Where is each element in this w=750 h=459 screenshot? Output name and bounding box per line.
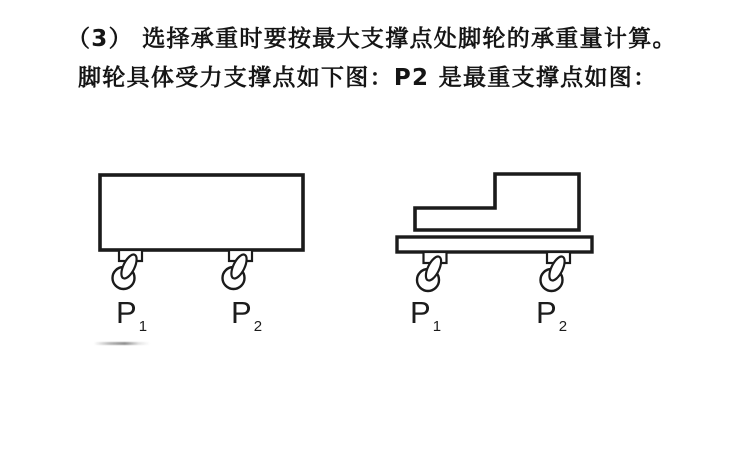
caster-icon	[541, 252, 571, 291]
label-left-p2-main: P	[231, 295, 252, 330]
paragraph-line-1: （3） 选择承重时要按最大支撑点处脚轮的承重量计算。	[67, 26, 677, 52]
label-right-p1-main: P	[410, 295, 431, 330]
label-right-p1	[410, 297, 441, 334]
figure-stepped-load	[395, 170, 600, 298]
paragraph-line-2: 脚轮具体受力支撑点如下图：P2 是最重支撑点如图：	[78, 65, 658, 91]
label-left-p2-sub: 2	[253, 318, 263, 335]
caster-icon	[113, 250, 143, 289]
label-right-p2	[536, 297, 567, 334]
label-left-p2	[231, 297, 262, 334]
label-left-p1	[116, 297, 147, 334]
label-right-p2-sub: 2	[558, 318, 568, 335]
figure-uniform-load	[96, 171, 311, 296]
stepped-load-shape	[415, 174, 579, 230]
label-right-p2-main: P	[536, 295, 557, 330]
load-box	[100, 175, 303, 250]
label-left-p1-main: P	[116, 295, 137, 330]
scan-artifact	[94, 342, 150, 345]
caster-icon	[417, 252, 447, 291]
dolly-platform	[397, 237, 592, 252]
caster-icon	[223, 250, 253, 289]
label-left-p1-sub: 1	[138, 318, 148, 335]
label-right-p1-sub: 1	[432, 318, 442, 335]
